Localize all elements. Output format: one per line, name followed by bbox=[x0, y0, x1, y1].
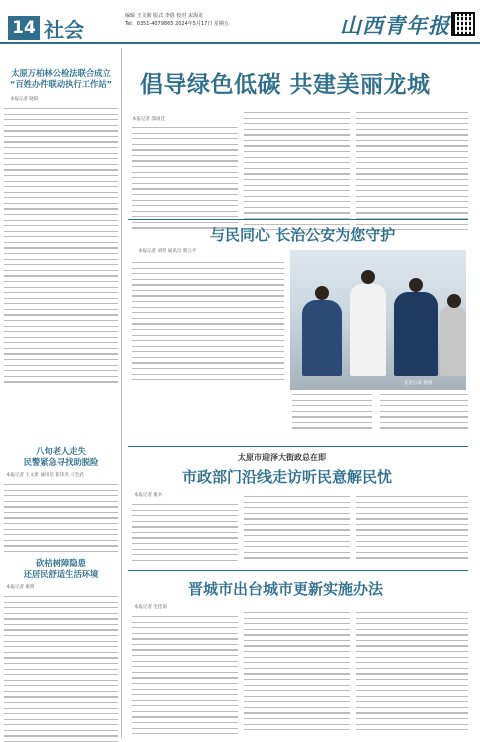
section2-body-col3 bbox=[380, 394, 468, 433]
main-headline: 倡导绿色低碳 共建美丽龙城 bbox=[140, 72, 431, 98]
section2-body-col1 bbox=[132, 262, 284, 385]
section2-rule bbox=[128, 219, 468, 220]
section3-rule bbox=[128, 446, 468, 447]
main-body-col1 bbox=[132, 127, 238, 233]
section4-rule bbox=[128, 570, 468, 571]
section4-body-col2 bbox=[244, 612, 350, 735]
section2-body-col2 bbox=[292, 394, 372, 433]
story1-byline: 本报记者 晓阳 bbox=[10, 97, 39, 102]
main-body-col3 bbox=[356, 112, 468, 235]
story1-headline: 太原万柏林公检法联合成立 “百姓办件联动执行工作站” bbox=[9, 68, 113, 89]
section2-photo bbox=[290, 250, 466, 390]
newspaper-brand: 山西青年报 bbox=[340, 13, 450, 38]
section4-headline: 晋城市出台城市更新实施办法 bbox=[188, 580, 384, 598]
section2-photo-caption: 长治公安 供图 bbox=[404, 381, 433, 386]
story2-headline: 八旬老人走失 民警紧急寻找助脱险 bbox=[23, 446, 99, 467]
page-number: 14 bbox=[8, 16, 40, 40]
masthead-info bbox=[125, 12, 229, 28]
section2-byline: 本报记者 刘琴 通讯员 郭云平 bbox=[138, 249, 197, 254]
story2-byline: 本报记者 王文新 通讯员 崔伟杰 刁会武 bbox=[6, 473, 84, 478]
masthead-date: Tel：0351-4079865 2024年5月17日 星期五 bbox=[125, 21, 229, 27]
page-header bbox=[0, 0, 480, 46]
section4-body-col1 bbox=[132, 616, 238, 739]
section3-kicker: 太原市迎泽大街政总在即 bbox=[238, 453, 326, 462]
section2-headline: 与民同心 长治公安为您守护 bbox=[210, 226, 396, 244]
section4-byline: 本报记者 宅佳萌 bbox=[134, 605, 167, 610]
story3-headline: 砍桔树障隐患 还居民舒适生活环境 bbox=[23, 558, 99, 579]
section-name: 社会 bbox=[44, 18, 84, 42]
left-column bbox=[4, 48, 118, 742]
section3-byline: 本报记者 康兵 bbox=[134, 493, 163, 498]
column-divider bbox=[121, 48, 122, 738]
section3-body-col3 bbox=[356, 496, 468, 563]
section4-body-col3 bbox=[356, 612, 468, 735]
main-byline: 本报记者 邵雨佳 bbox=[132, 117, 165, 122]
story3-body bbox=[4, 596, 118, 742]
story1-body bbox=[4, 108, 118, 387]
section3-headline: 市政部门沿线走访听民意解民忧 bbox=[182, 468, 393, 486]
header-rule bbox=[0, 42, 480, 44]
qr-code-icon bbox=[451, 12, 475, 36]
main-body-col2 bbox=[244, 112, 350, 235]
section3-body-col1 bbox=[132, 504, 238, 565]
section3-body-col2 bbox=[244, 496, 350, 563]
story2-body bbox=[4, 484, 118, 557]
masthead-editors: 编辑 王文新 版式 李倩 校对 宋海龙 bbox=[125, 13, 203, 19]
story3-byline: 本报记者 康明 bbox=[6, 585, 35, 590]
